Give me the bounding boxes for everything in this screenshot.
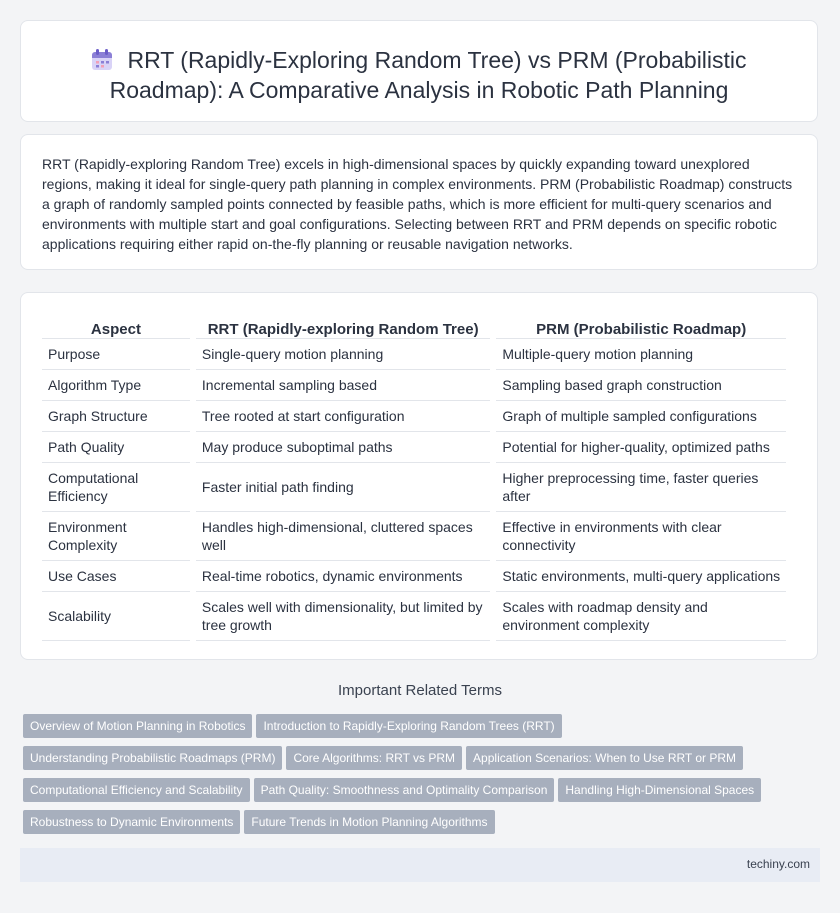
related-term-tag[interactable]: Robustness to Dynamic Environments [23, 810, 240, 834]
tag-row [23, 778, 823, 810]
table-row [42, 512, 786, 561]
table-header-row [42, 315, 786, 339]
cell-rrt: Tree rooted at start configuration [196, 401, 490, 432]
tag-row [23, 714, 823, 746]
cell-aspect: Scalability [42, 592, 190, 641]
intro-paragraph: RRT (Rapidly-exploring Random Tree) excels in high-dimensional spaces by quickly expanding toward unexplored regions, making it ideal for single-query path planning in complex environments. PRM (Probabilistic Roadmap) constructs a graph of randomly sampled points connected by feasible paths, which is more efficient for multi-query scenarios and environments with multiple start and goal configurations. Selecting between RRT and PRM depends on specific robotic applications requiring either rapid on-the-fly planning or reusable navigation networks. [42, 156, 793, 252]
related-term-tag[interactable]: Introduction to Rapidly-Exploring Random Trees (RRT) [256, 714, 561, 738]
cell-rrt: Incremental sampling based [196, 370, 490, 401]
related-term-tag[interactable]: Path Quality: Smoothness and Optimality Comparison [254, 778, 555, 802]
cell-rrt: May produce suboptimal paths [196, 432, 490, 463]
cell-rrt: Faster initial path finding [196, 463, 490, 512]
cell-rrt: Real-time robotics, dynamic environments [196, 561, 490, 592]
cell-prm: Effective in environments with clear connectivity [496, 512, 786, 561]
cell-rrt: Single-query motion planning [196, 339, 490, 370]
comparison-table [36, 315, 792, 641]
cell-prm: Scales with roadmap density and environment complexity [496, 592, 786, 641]
cell-prm: Multiple-query motion planning [496, 339, 786, 370]
footer [20, 848, 820, 882]
related-term-tag[interactable]: Understanding Probabilistic Roadmaps (PRM) [23, 746, 282, 770]
related-term-tag[interactable]: Computational Efficiency and Scalability [23, 778, 250, 802]
tag-row [23, 746, 823, 778]
table-row [42, 463, 786, 512]
page-title [41, 45, 797, 105]
cell-prm: Graph of multiple sampled configurations [496, 401, 786, 432]
cell-aspect: Purpose [42, 339, 190, 370]
cell-prm: Higher preprocessing time, faster queries after [496, 463, 786, 512]
calendar-icon [91, 49, 113, 71]
related-term-tag[interactable]: Core Algorithms: RRT vs PRM [286, 746, 462, 770]
cell-rrt: Scales well with dimensionality, but limited by tree growth [196, 592, 490, 641]
cell-aspect: Use Cases [42, 561, 190, 592]
table-row [42, 339, 786, 370]
table-row [42, 432, 786, 463]
related-term-tag[interactable]: Overview of Motion Planning in Robotics [23, 714, 252, 738]
header-prm: PRM (Probabilistic Roadmap) [496, 315, 786, 339]
table-row [42, 370, 786, 401]
title-card [20, 20, 818, 122]
related-term-tag[interactable]: Future Trends in Motion Planning Algorithms [244, 810, 494, 834]
related-term-tag[interactable]: Handling High-Dimensional Spaces [558, 778, 761, 802]
cell-prm: Potential for higher-quality, optimized paths [496, 432, 786, 463]
cell-aspect: Computational Efficiency [42, 463, 190, 512]
cell-aspect: Environment Complexity [42, 512, 190, 561]
table-row [42, 592, 786, 641]
cell-prm: Sampling based graph construction [496, 370, 786, 401]
comparison-card [20, 292, 818, 660]
related-terms-list [23, 714, 823, 842]
header-aspect: Aspect [42, 315, 190, 339]
footer-site: techiny.com [746, 857, 810, 871]
table-row [42, 401, 786, 432]
cell-aspect: Path Quality [42, 432, 190, 463]
page-title-text: RRT (Rapidly-Exploring Random Tree) vs PRM (Probabilistic Roadmap): A Comparative Analysis in Robotic Path Planning [109, 47, 747, 103]
table-row [42, 561, 786, 592]
related-terms-heading: Important Related Terms [338, 682, 502, 699]
cell-aspect: Algorithm Type [42, 370, 190, 401]
cell-rrt: Handles high-dimensional, cluttered spaces well [196, 512, 490, 561]
cell-aspect: Graph Structure [42, 401, 190, 432]
cell-prm: Static environments, multi-query applications [496, 561, 786, 592]
header-rrt: RRT (Rapidly-exploring Random Tree) [196, 315, 490, 339]
tag-row [23, 810, 823, 842]
intro-card [20, 134, 818, 270]
related-term-tag[interactable]: Application Scenarios: When to Use RRT or PRM [466, 746, 743, 770]
